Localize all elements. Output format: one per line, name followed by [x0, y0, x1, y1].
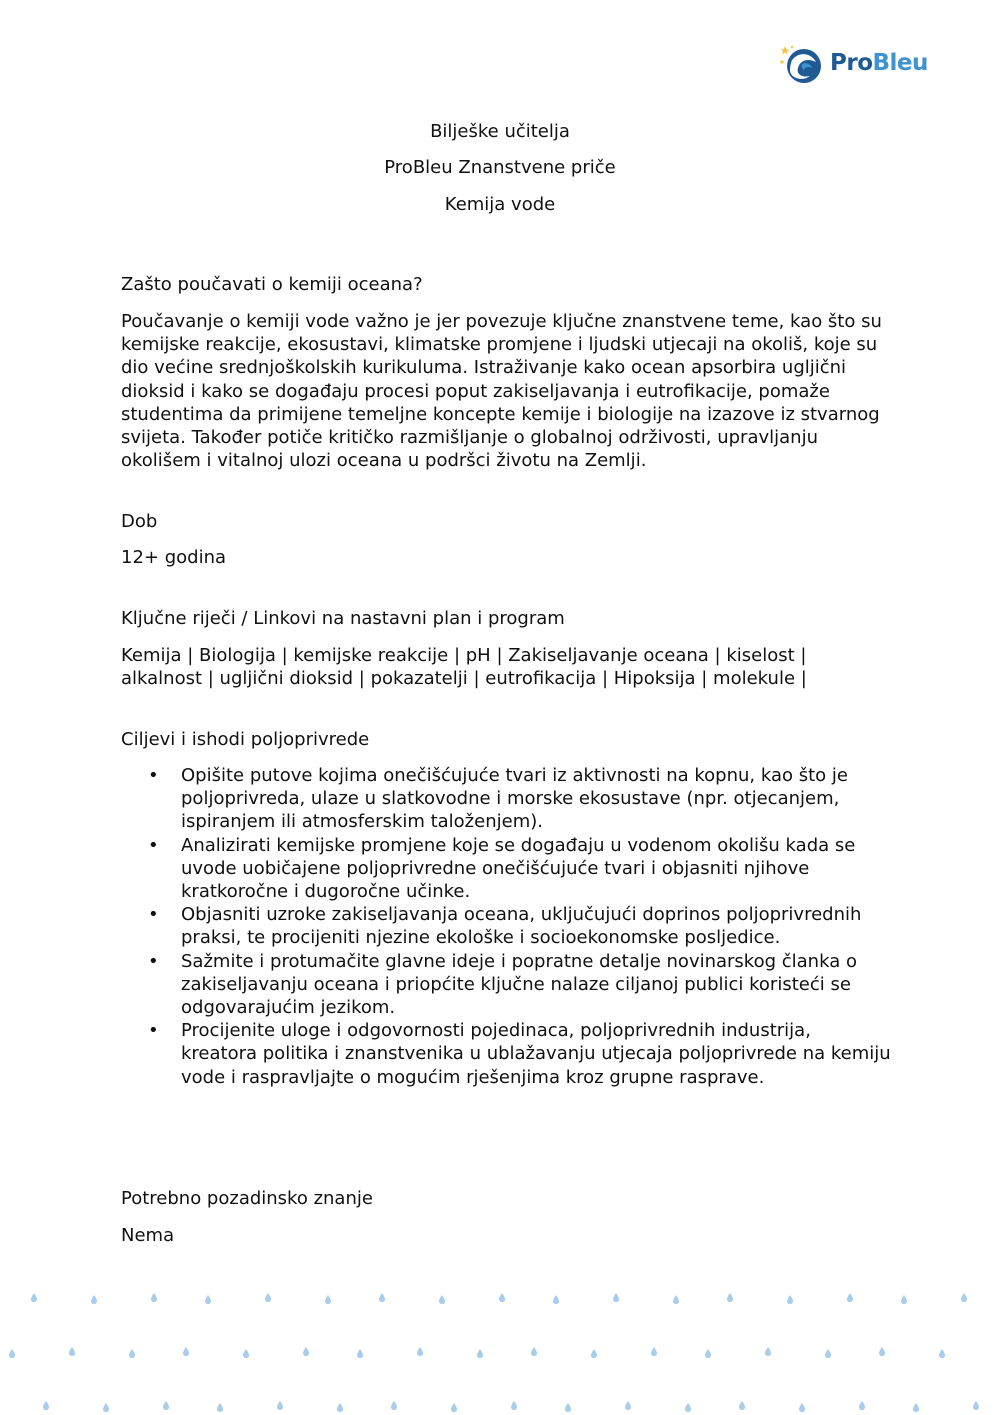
droplet-icon [625, 1401, 631, 1410]
bullet-icon: • [148, 904, 159, 926]
probleu-logo [778, 42, 928, 88]
droplet-icon [31, 1293, 37, 1302]
goals-list [121, 764, 891, 1089]
section-body-why: Poučavanje o kemiji vode važno je jer povezuje ključne znanstvene teme, kao što su kemijske reakcije, ekosustavi, klimatske promjene i ljudski utjecaji na okoliš, koje su dio većine srednjoškolskih kurikuluma. Istraživanje kako ocean apsorbira ugljični dioksid i kako se događaju procesi poput zakiseljavanja i eutrofikacije, pomaže studentima da primijene temeljne koncepte kemije i biologije na izazove iz stvarnog svijeta. Također potiče kritičko razmišljanje o globalnoj održivosti, upravljanju okolišem i vitalnoj ulozi oceana u podršci životu na Zemlji. [121, 311, 882, 472]
goal-item [121, 834, 891, 904]
droplet-icon [901, 1295, 907, 1304]
droplet-icon [511, 1401, 517, 1410]
droplet-icon [727, 1293, 733, 1302]
droplet-icon [787, 1295, 793, 1304]
decorative-droplets-pattern [0, 1270, 1000, 1415]
doc-heading-teacher-notes: Bilješke učitelja [430, 121, 570, 142]
droplet-icon [151, 1293, 157, 1302]
droplet-icon [673, 1295, 679, 1304]
droplet-icon [243, 1349, 249, 1358]
droplet-icon [103, 1403, 109, 1412]
droplet-icon [961, 1293, 967, 1302]
logo-wordmark [830, 50, 928, 76]
droplet-icon [337, 1403, 343, 1412]
droplet-icon [391, 1401, 397, 1410]
goal-item [121, 1019, 891, 1089]
droplet-icon [531, 1347, 537, 1356]
droplet-icon [879, 1347, 885, 1356]
droplet-icon [705, 1349, 711, 1358]
droplet-icon [265, 1293, 271, 1302]
droplet-icon [69, 1347, 75, 1356]
droplet-icon [799, 1403, 805, 1412]
droplet-icon [591, 1349, 597, 1358]
goal-text: Analizirati kemijske promjene koje se događaju u vodenom okolišu kada se uvode uobičajene poljoprivredne onečišćujuće tvari i objasniti njihove kratkoročne i dugoročne učinke. [181, 834, 856, 903]
goal-text: Opišite putove kojima onečišćujuće tvari iz aktivnosti na kopnu, kao što je poljoprivreda, ulaze u slatkovodne i morske ekosustave (npr. otjecanjem, ispiranjem ili atmosferskim taloženjem). [181, 765, 848, 833]
logo-word-bleu: Bleu [872, 50, 928, 76]
bullet-icon: • [148, 1020, 159, 1042]
droplet-icon [303, 1347, 309, 1356]
section-body-background: Nema [121, 1225, 175, 1246]
goal-text: Objasniti uzroke zakiseljavanja oceana, uključujući doprinos poljoprivrednih praksi, te procijeniti njezine ekološke i socioekonomske posljedice. [181, 904, 862, 949]
droplet-icon [379, 1293, 385, 1302]
droplet-icon [825, 1349, 831, 1358]
droplet-icon [43, 1401, 49, 1410]
section-title-age: Dob [121, 511, 158, 532]
droplet-icon [613, 1293, 619, 1302]
droplet-icon [217, 1403, 223, 1412]
bullet-icon: • [148, 834, 159, 856]
droplet-icon [477, 1349, 483, 1358]
droplet-icon [939, 1349, 945, 1358]
droplet-icon [739, 1401, 745, 1410]
goal-text: Procijenite uloge i odgovornosti pojedinaca, poljoprivrednih industrija, kreatora politika i znanstvenika u ublažavanju utjecaja poljoprivrede na kemiju vode i raspravljajte o mogućim rješenjima kroz grupne rasprave. [181, 1020, 891, 1088]
droplet-icon [451, 1403, 457, 1412]
droplet-icon [325, 1295, 331, 1304]
section-body-keywords: Kemija | Biologija | kemijske reakcije | pH | Zakiseljavanje oceana | kiselost | alkalnost | ugljični dioksid | pokazatelji | eutrofikacija | Hipoksija | molekule | [121, 645, 807, 690]
droplet-icon [651, 1347, 657, 1356]
droplet-icon [417, 1347, 423, 1356]
goal-item [121, 903, 891, 949]
goal-item [121, 950, 891, 1020]
section-title-why: Zašto poučavati o kemiji oceana? [121, 274, 423, 295]
droplet-icon [163, 1401, 169, 1410]
droplet-icon [183, 1347, 189, 1356]
section-title-keywords: Ključne riječi / Linkovi na nastavni plan i program [121, 608, 565, 629]
bullet-icon: • [148, 765, 159, 786]
droplet-icon [847, 1293, 853, 1302]
droplet-icon [277, 1401, 283, 1410]
droplet-icon [565, 1403, 571, 1412]
logo-word-pro: Pro [830, 50, 873, 76]
droplet-icon [553, 1295, 559, 1304]
droplet-icon [859, 1401, 865, 1410]
droplet-icon [129, 1349, 135, 1358]
bullet-icon: • [148, 950, 159, 972]
droplet-icon [973, 1401, 979, 1410]
droplet-icon [439, 1295, 445, 1304]
droplet-icon [357, 1349, 363, 1358]
doc-heading-series: ProBleu Znanstvene priče [384, 157, 616, 178]
droplet-icon [685, 1403, 691, 1412]
goal-text: Sažmite i protumačite glavne ideje i popratne detalje novinarskog članka o zakiseljavanju oceana i priopćite ključne nalaze ciljanoj publici koristeći se odgovarajućim jezikom. [181, 950, 857, 1019]
droplet-icon [765, 1347, 771, 1356]
section-title-background: Potrebno pozadinsko znanje [121, 1188, 373, 1209]
goal-item [121, 764, 891, 834]
droplet-icon [91, 1295, 97, 1304]
droplet-icon [205, 1295, 211, 1304]
droplet-icon [913, 1403, 919, 1412]
droplet-icon [499, 1293, 505, 1302]
droplet-icon [9, 1349, 15, 1358]
section-body-age: 12+ godina [121, 547, 227, 568]
doc-heading-topic: Kemija vode [444, 194, 556, 215]
section-title-goals: Ciljevi i ishodi poljoprivrede [121, 729, 370, 750]
probleu-emblem-icon [778, 42, 824, 88]
